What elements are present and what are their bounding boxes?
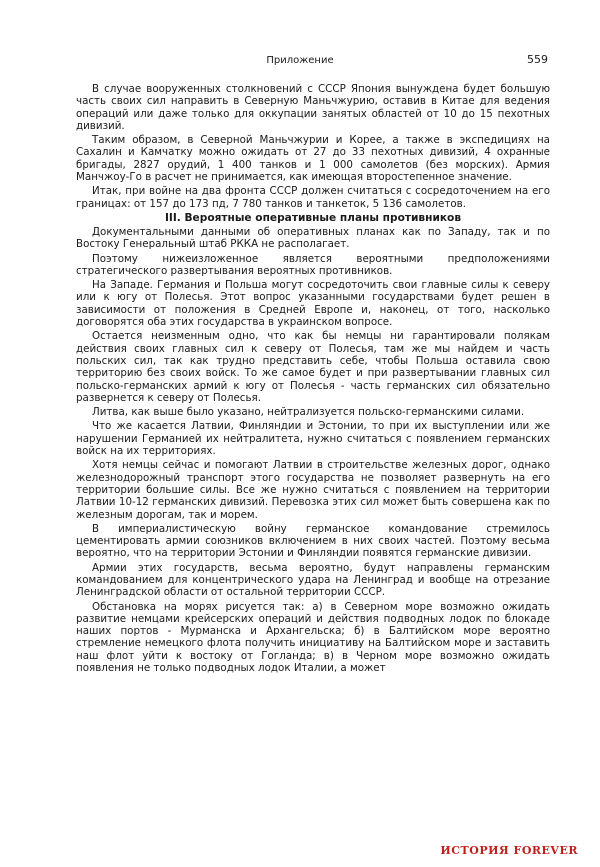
paragraph: Поэтому нижеизложенное является вероятными предположениями стратегического развертывания вероятных противников. bbox=[76, 252, 550, 277]
paragraph: На Западе. Германия и Польша могут сосредоточить свои главные силы к северу или к югу от Полесья. Этот вопрос указанными государствами будет решен в зависимости от положения в Средней Европе и, наконец, от того, насколько договорятся оба этих государства в украинском вопросе. bbox=[76, 279, 550, 329]
paragraph: Хотя немцы сейчас и помогают Латвии в строительстве железных дорог, однако железнодорожный транспорт этого государства не позволяет развернуть на его территории большие силы. Все же нужно считаться с появлением на территории Латвии 10-12 германских дивизий. Перевозка этих сил может быть совершена как по железным дорогам, так и морем. bbox=[76, 459, 550, 521]
paragraph: Остается неизменным одно, что как бы немцы ни гарантировали полякам действия своих главных сил к северу от Полесья, там же мы найдем и часть польских сил, так как трудно представить себе, чтобы Польша оставила свою территорию без своих войск. То же самое будет и при развертывании главных сил польско-германских армий к югу от Полесья - часть германских сил обязательно развернется к северу от Полесья. bbox=[76, 330, 550, 404]
paragraph: Обстановка на морях рисуется так: а) в Северном море возможно ожидать развитие немцами крейсерских операций и действия подводных лодок по блокаде наших портов - Мурманска и Архангельска; б) в Балтийском море вероятно стремление немецкого флота получить инициативу на Балтийском море и заставить наш флот уйти к востоку от Гогланда; в) в Черном море возможно ожидать появления не только подводных лодок Италии, а может bbox=[76, 600, 550, 675]
running-title: Приложение bbox=[266, 55, 334, 66]
paragraph: В империалистическую войну германское командование стремилось цементировать армии союзников включением в них своих частей. Поэтому весьма вероятно, что на территории Эстонии и Финляндии появятся германские дивизии. bbox=[76, 522, 550, 560]
body-text bbox=[76, 83, 550, 676]
footer-brand-logo: ИСТОРИЯ FOREVER bbox=[440, 844, 578, 857]
paragraph: Документальными данными об оперативных планах как по Западу, так и по Востоку Генеральный штаб РККА не располагает. bbox=[76, 225, 550, 251]
paragraph: Таким образом, в Северной Маньчжурии и Корее, а также в экспедициях на Сахалин и Камчатку можно ожидать от 27 до 33 пехотных дивизий, 4 охранные бригады, 2827 орудий, 1 400 танков и 1 000 самолетов (без морских). Армия Манчжоу-Го в расчет не принимается, как имеющая второстепенное значение. bbox=[76, 134, 550, 184]
paragraph: В случае вооруженных столкновений с СССР Япония вынуждена будет большую часть своих сил направить в Северную Маньчжурию, оставив в Китае для ведения операций или даже только для оккупации занятых областей от 10 до 15 пехотных дивизий. bbox=[76, 83, 550, 132]
paragraph: Что же касается Латвии, Финляндии и Эстонии, то при их выступлении или же нарушении Германией их нейтралитета, нужно считаться с появлением германских войск на их территориях. bbox=[76, 420, 550, 458]
section-title: III. Вероятные оперативные планы противников bbox=[164, 211, 462, 224]
paragraph: Армии этих государств, весьма вероятно, будут направлены германским командованием для концентрического удара на Ленинград и вообще на отрезание Ленинградской области от остальной территории СССР. bbox=[76, 561, 550, 599]
paragraph: Литва, как выше было указано, нейтрализуется польско-германскими силами. bbox=[92, 406, 525, 419]
page-number: 559 bbox=[527, 53, 548, 66]
paragraph: Итак, при войне на два фронта СССР должен считаться с сосредоточением на его границах: от 157 до 173 пд, 7 780 танков и танкеток, 5 136 самолетов. bbox=[76, 185, 550, 210]
